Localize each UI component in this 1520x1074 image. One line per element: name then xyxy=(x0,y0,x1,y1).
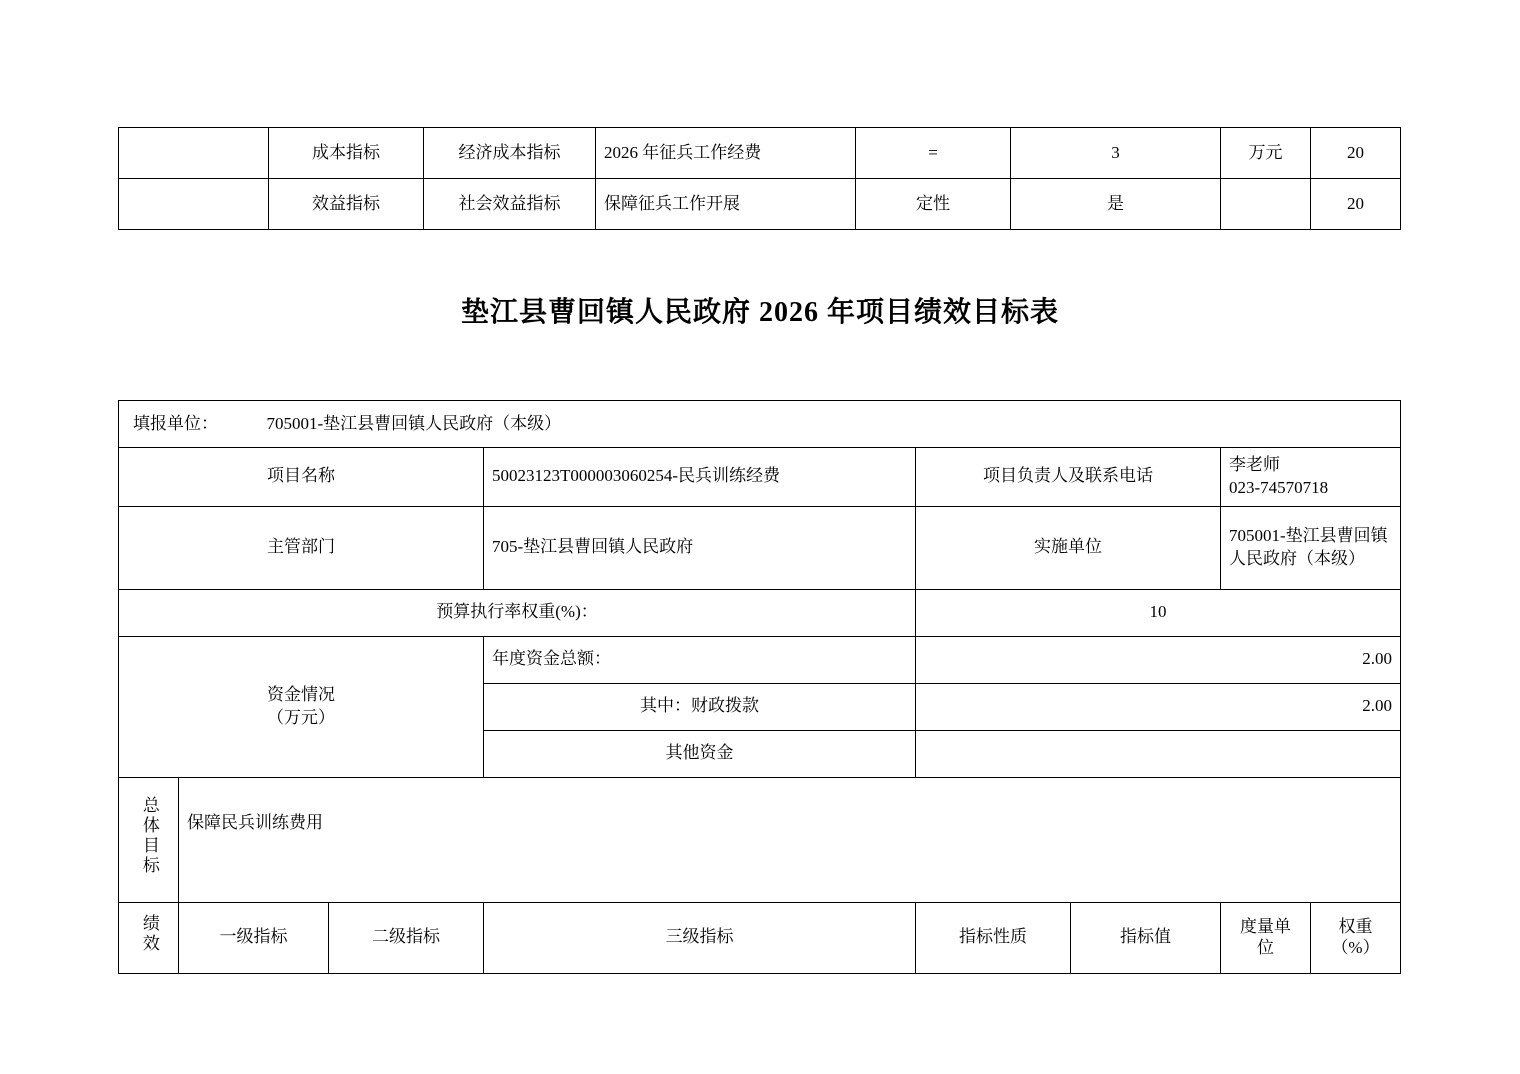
header-value: 指标值 xyxy=(1071,902,1221,973)
performance-target-form-wrapper xyxy=(118,400,1401,974)
header-level1: 一级指标 xyxy=(179,902,329,973)
project-owner-label: 项目负责人及联系电话 xyxy=(916,448,1221,507)
continued-indicator-table-wrapper xyxy=(118,127,1401,230)
indicator-nature: 定性 xyxy=(856,179,1011,230)
funds-label-line2: （万元） xyxy=(267,707,335,727)
reporting-unit-cell xyxy=(119,401,1401,448)
project-name-row xyxy=(119,448,1401,507)
overall-goal-value: 保障民兵训练费用 xyxy=(179,777,1401,902)
budget-rate-value: 10 xyxy=(916,589,1401,636)
funds-fiscal-value: 2.00 xyxy=(916,683,1401,730)
indicator-weight: 20 xyxy=(1311,128,1401,179)
budget-rate-label: 预算执行率权重(%)： xyxy=(119,589,916,636)
funds-other-value xyxy=(916,730,1401,777)
owner-name: 李老师 xyxy=(1229,455,1280,474)
funds-total-label: 年度资金总额： xyxy=(484,636,916,683)
department-label: 主管部门 xyxy=(119,506,484,589)
budget-rate-row xyxy=(119,589,1401,636)
level1-indicator: 成本指标 xyxy=(269,128,424,179)
header-level3: 三级指标 xyxy=(484,902,916,973)
reporting-unit-label: 填报单位： xyxy=(133,413,218,433)
department-row xyxy=(119,506,1401,589)
indicator-unit xyxy=(1221,179,1311,230)
funds-other-label: 其他资金 xyxy=(484,730,916,777)
owner-phone: 023-74570718 xyxy=(1229,477,1329,497)
table-row xyxy=(119,128,1401,179)
page-title: 垫江县曹回镇人民政府 2026 年项目绩效目标表 xyxy=(460,297,1059,328)
row-blank-cell xyxy=(119,128,269,179)
overall-goal-row xyxy=(119,777,1401,902)
level3-indicator: 2026 年征兵工作经费 xyxy=(596,128,856,179)
indicator-value: 3 xyxy=(1011,128,1221,179)
level2-indicator: 社会效益指标 xyxy=(424,179,596,230)
header-unit: 度量单 位 xyxy=(1221,902,1311,973)
level1-indicator: 效益指标 xyxy=(269,179,424,230)
header-nature: 指标性质 xyxy=(916,902,1071,973)
overall-goal-label: 总体目标 xyxy=(119,777,179,902)
project-name-value: 50023123T000003060254-民兵训练经费 xyxy=(484,448,916,507)
header-level2: 二级指标 xyxy=(329,902,484,973)
level3-indicator: 保障征兵工作开展 xyxy=(596,179,856,230)
indicator-value: 是 xyxy=(1011,179,1221,230)
indicator-nature: = xyxy=(856,128,1011,179)
continued-indicator-table xyxy=(118,127,1401,230)
project-name-label: 项目名称 xyxy=(119,448,484,507)
performance-target-form xyxy=(118,400,1401,974)
funds-total-value: 2.00 xyxy=(916,636,1401,683)
department-value: 705-垫江县曹回镇人民政府 xyxy=(484,506,916,589)
indicator-header-row xyxy=(119,902,1401,973)
level2-indicator: 经济成本指标 xyxy=(424,128,596,179)
performance-label: 绩效 xyxy=(119,902,179,973)
project-owner-value xyxy=(1221,448,1401,507)
table-row xyxy=(119,179,1401,230)
reporting-unit-row xyxy=(119,401,1401,448)
implementing-unit-label: 实施单位 xyxy=(916,506,1221,589)
row-blank-cell xyxy=(119,179,269,230)
funds-row-total xyxy=(119,636,1401,683)
funds-label xyxy=(119,636,484,777)
reporting-unit-value: 705001-垫江县曹回镇人民政府（本级） xyxy=(266,413,562,433)
header-weight: 权重 （%） xyxy=(1311,902,1401,973)
indicator-unit: 万元 xyxy=(1221,128,1311,179)
funds-label-line1: 资金情况 xyxy=(267,684,335,704)
funds-fiscal-label: 其中：财政拨款 xyxy=(484,683,916,730)
implementing-unit-value: 705001-垫江县曹回镇人民政府（本级） xyxy=(1221,506,1401,589)
indicator-weight: 20 xyxy=(1311,179,1401,230)
